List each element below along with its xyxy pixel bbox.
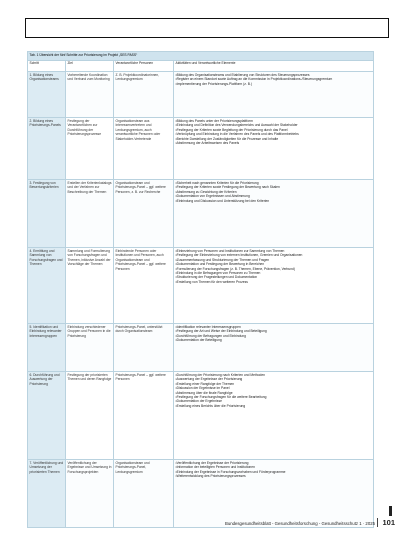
activities-cell: •Veröffentlichung der Ergebnisse der Priorisierung •Information der beteiligten Personen und Institutionen •Einbindung der Ergebnisse in Forschungsvorhaben und Förderprogramme •Weiterentwicklung des Priorisierungsprozesses: [174, 460, 374, 528]
goal-cell: Erstellen der Kriterienkatalogs und der Verfahren zur Beschreibung der Themen: [66, 180, 114, 248]
column-header-step: Schritt: [28, 60, 66, 72]
priority-steps-table: [27, 51, 374, 528]
table-header-row: [28, 60, 374, 72]
footer-separator: [377, 518, 378, 527]
activities-cell: •Bildung des Panels unter der Priorisierungsplattform •Einbindung und Definition des Verwendungsbereichs und Auswahl der Stakeholder •Festlegung der Kriterien sowie Begleitung der Priorisierung durch das Panel •Verknüpfung und Einbindung in die Verfahren des Panels und des Plattformbetriebs •Berichte Darstellung der Zuständigkeiten für die Prozesse und Inhalte •Abstimmung der Arbeitsweisen des Panels: [174, 118, 374, 180]
activities-cell: •Einbeziehung von Personen und Institutionen zur Sammlung von Themen •Festlegung der Einbeziehung von externen Institutionen, Gremien und Organisationen •Zusammenfassung und Strukturierung der Themen und Fragen •Dokumentation und Festlegung der Bewertung in Bereichen •Formulierung der Forschungsfragen (z. B. Themen, Ebene, Prävention, Verbund) •Einbindung in die Befragungen von Personen zu Themen •Strukturierung der Fragestellungen und Dokumentation •Erstellung von Themen für den weiteren Prozess: [174, 248, 374, 324]
responsible-cell: Priorisierungs-Panel, unterstützt durch Organisationsteam: [114, 324, 174, 372]
responsible-cell: Organisationsteam und Priorisierungs-Panel, Lenkungsgremium: [114, 460, 174, 528]
goal-cell: Veröffentlichung der Ergebnisse und Umsetzung in Forschungsprojekten: [66, 460, 114, 528]
table-row: [28, 180, 374, 248]
step-cell: 6. Durchführung und Auswertung der Priorisierung: [28, 372, 66, 460]
page-number: 101: [382, 518, 395, 527]
header-box: [25, 18, 389, 38]
column-header-goal: Ziel: [66, 60, 114, 72]
table-row: [28, 72, 374, 118]
responsible-cell: Organisationsteam und Priorisierungs-Panel – ggf. weitere Personen, z. B. zur Recherche: [114, 180, 174, 248]
responsible-cell: Organisationsteam aus Interessenvertretern und Lenkungsgremium, auch verantwortliche Personen oder Stakeholder-Vertretende: [114, 118, 174, 180]
journal-citation: Bundesgesundheitsblatt - Gesundheitsforschung - Gesundheitsschutz 1 · 2025: [224, 521, 375, 526]
step-cell: 5. Identifikation und Einbindung relevanter Interessengruppen: [28, 324, 66, 372]
responsible-cell: Priorisierungs-Panel – ggf. weitere Personen: [114, 372, 174, 460]
activities-cell: •Bildung des Organisationsteams und Etablierung von Strukturen des Steuerungsprozesses •Register an einem Standort sowie Auftrag an die Kommission in Projektkoordinations-/Steuerungsgremium •Implementierung der Priorisierungs-Plattform (z. B.): [174, 72, 374, 118]
step-cell: 3. Festlegung von Bewertungskriterien: [28, 180, 66, 248]
goal-cell: Einbindung verschiedener Gruppen und Personen in die Priorisierung: [66, 324, 114, 372]
activities-cell: •Sicherheit nach genannten Kriterien für die Priorisierung •Festlegung der Kriterien sowie Festlegung der Bewertung nach Skalen •Abstimmung zu Gewichtung der Kriterien •Dokumentation von Ergebnissen und Abstimmung •Einbindung und Diskussion und Unterstützung bei den Kriterien: [174, 180, 374, 248]
margin-marker: [389, 506, 392, 516]
table-row: [28, 372, 374, 460]
activities-cell: •Identifikation relevanter Interessensgruppen •Festlegung der Art und Weise der Einbindung und Beteiligung •Durchführung der Befragungen und Einbindung •Dokumentation der Beteiligung: [174, 324, 374, 372]
page-footer: [0, 517, 413, 531]
responsible-cell: Z. B. Projektkoordinatorinnen, Lenkungsgremium: [114, 72, 174, 118]
step-cell: 4. Ermittlung und Sammlung von Forschungsfragen und Themen: [28, 248, 66, 324]
step-cell: 7. Veröffentlichung und Umsetzung der priorisierten Themen: [28, 460, 66, 528]
goal-cell: Sammlung und Formulierung von Forschungsfragen und Themen, inklusive Anzahl der Vorschläge der Themen: [66, 248, 114, 324]
goal-cell: Festlegung der priorisierten Themen und deren Rangfolge: [66, 372, 114, 460]
responsible-cell: Einbindende Personen oder Institutionen und Personen, auch Organisationsteam und Priorisierungs-Panel – ggf. weitere Personen: [114, 248, 174, 324]
table-row: [28, 248, 374, 324]
goal-cell: Vorbereitende Koordination und Verbund zum Monitoring: [66, 72, 114, 118]
step-cell: 1. Bildung eines Organisationsteams: [28, 72, 66, 118]
table-caption: Tab. 1 Übersicht der fünf Schritte zur Priorisierung im Projekt „SES PASS“: [28, 52, 374, 61]
table-row: [28, 324, 374, 372]
goal-cell: Festlegung der Verantwortlichen zur Durchführung der Priorisierungsprozesse: [66, 118, 114, 180]
column-header-responsible: Verantwortliche Personen: [114, 60, 174, 72]
activities-cell: •Durchführung der Priorisierung nach Kriterien und Methoden •Auswertung der Ergebnisse der Priorisierung •Erstellung einer Rangfolge der Themen •Diskussion der Ergebnisse im Panel •Abstimmung über die finale Rangfolge •Festlegung der Forschungsfragen für die weitere Bearbeitung •Dokumentation der Ergebnisse •Erstellung eines Berichts über die Priorisierung: [174, 372, 374, 460]
column-header-activities: Aktivitäten und Verantwortliche Elemente: [174, 60, 374, 72]
table-row: [28, 118, 374, 180]
step-cell: 2. Bildung eines Priorisierungs-Panels: [28, 118, 66, 180]
